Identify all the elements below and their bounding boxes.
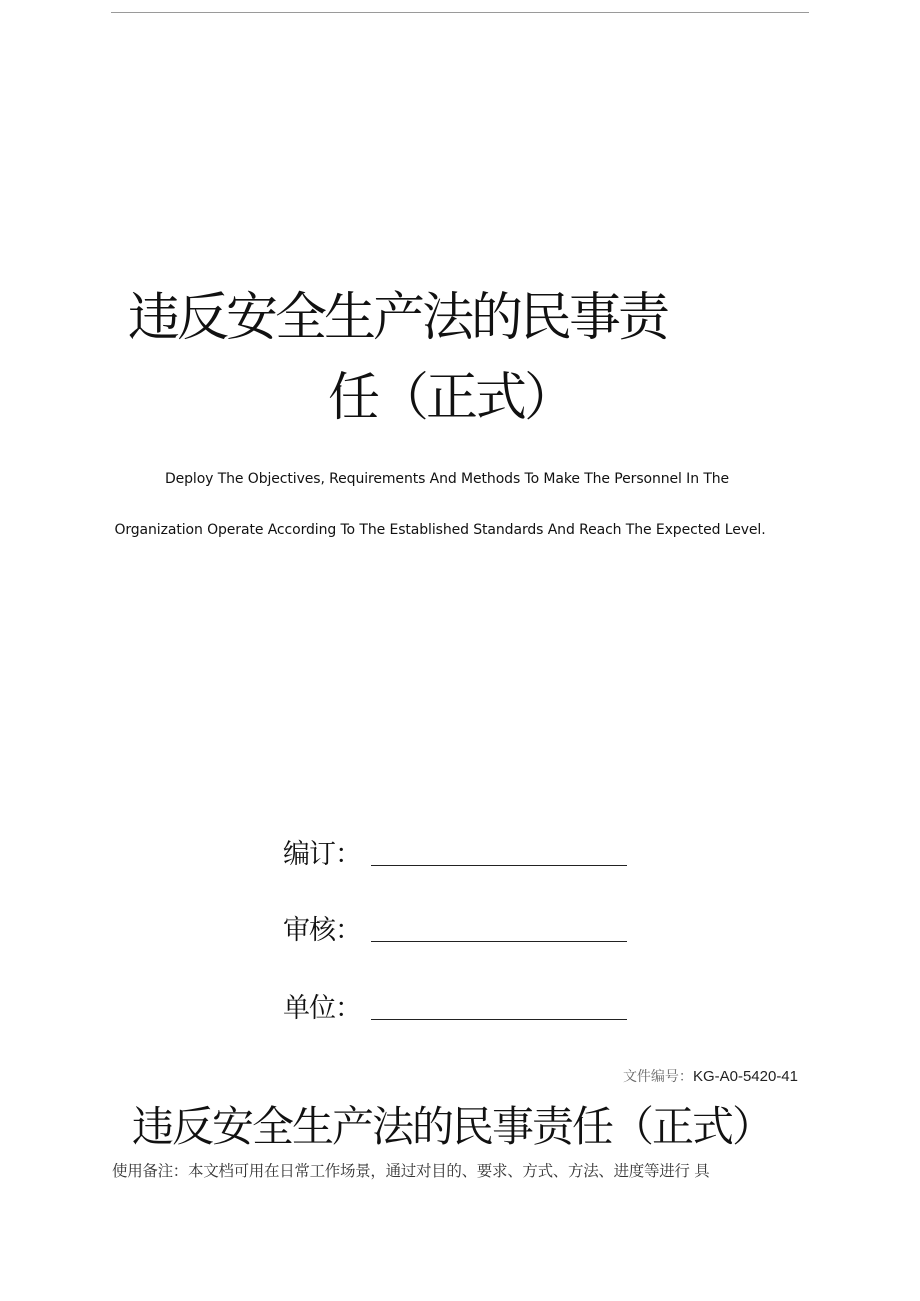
field-label-unit: 单位：: [283, 993, 361, 1024]
document-number-label: 文件编号：: [622, 1069, 693, 1085]
subtitle-line-1: Deploy The Objectives, Requirements And Methods To Make The Personnel In The: [164, 471, 730, 487]
document-number-value: KG-A0-5420-41: [692, 1068, 798, 1085]
field-blank-reviewer: [371, 941, 627, 942]
header-rule: [111, 12, 809, 13]
field-row-editor: [283, 836, 627, 872]
field-label-reviewer: 审核：: [283, 915, 361, 946]
footer-title: 违反安全生产法的民事责任（正式）: [132, 1102, 773, 1151]
field-row-unit: [283, 990, 627, 1026]
field-blank-unit: [371, 1019, 627, 1020]
document-title-line-1: 违反安全生产法的民事责: [128, 288, 668, 348]
field-row-reviewer: [283, 912, 627, 948]
field-blank-editor: [371, 865, 627, 866]
field-label-editor: 编订：: [283, 839, 361, 870]
document-title-line-2: 任（正式）: [328, 368, 574, 428]
subtitle-line-2: Organization Operate According To The Established Standards And Reach The Expected Level.: [114, 522, 766, 538]
usage-note: 使用备注：本文档可用在日常工作场景，通过对目的、要求、方式、方法、进度等进行 具: [112, 1162, 710, 1180]
document-number: [623, 1066, 798, 1087]
